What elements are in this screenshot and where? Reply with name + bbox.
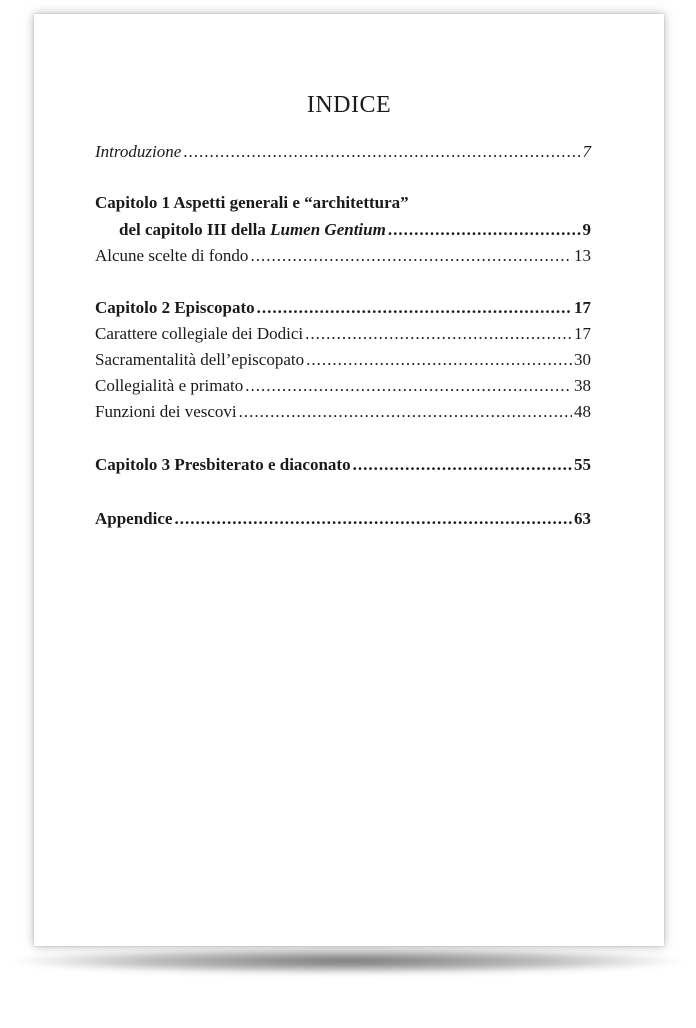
toc-entry-label: Carattere collegiale dei Dodici bbox=[95, 324, 304, 343]
toc-entry-introduzione[interactable] bbox=[95, 141, 591, 163]
toc-entry-label: Appendice bbox=[95, 509, 173, 528]
dot-leader bbox=[250, 245, 572, 267]
toc-entry-label-italic: Lumen Gentium bbox=[270, 220, 386, 239]
toc-entry-label-plain: del capitolo III della bbox=[119, 220, 271, 239]
toc-entry-page: 48 bbox=[574, 402, 591, 421]
toc-entry-label: Funzioni dei vescovi bbox=[95, 402, 237, 421]
toc-entry-collegialita-primato[interactable] bbox=[95, 375, 591, 397]
toc-entry-label: Collegialità e primato bbox=[95, 376, 244, 395]
dot-leader bbox=[183, 141, 580, 163]
toc-entry-page: 55 bbox=[574, 455, 591, 474]
dot-leader bbox=[245, 375, 572, 397]
toc-entry-alcune-scelte[interactable] bbox=[95, 245, 591, 267]
book-page bbox=[34, 14, 664, 946]
toc-entry-page: 63 bbox=[574, 509, 591, 528]
page-title: INDICE bbox=[306, 92, 392, 118]
toc-entry-page: 17 bbox=[574, 324, 591, 343]
dot-leader bbox=[239, 401, 572, 423]
toc-entry-page: 17 bbox=[574, 298, 591, 317]
toc-entry-page: 38 bbox=[574, 376, 591, 395]
toc-entry-funzioni-vescovi[interactable] bbox=[95, 401, 591, 423]
toc-entry-page: 30 bbox=[574, 350, 591, 369]
dot-leader bbox=[305, 323, 572, 345]
page-shadow bbox=[14, 948, 682, 974]
dot-leader bbox=[388, 219, 581, 241]
toc-entry-capitolo-3[interactable] bbox=[95, 454, 591, 476]
toc-entry-label bbox=[119, 219, 386, 241]
dot-leader bbox=[353, 454, 572, 476]
toc-entry-capitolo-2[interactable] bbox=[95, 297, 591, 319]
toc-entry-page: 13 bbox=[574, 246, 591, 265]
toc-entry-capitolo-1-line-1[interactable]: Capitolo 1 Aspetti generali e “architettura” bbox=[95, 193, 409, 212]
toc-entry-appendice[interactable] bbox=[95, 508, 591, 530]
toc-entry-page: 7 bbox=[582, 142, 591, 161]
toc-entry-page: 9 bbox=[582, 220, 591, 239]
dot-leader bbox=[257, 297, 572, 319]
toc-entry-label: Introduzione bbox=[95, 142, 182, 161]
toc-entry-label: Capitolo 3 Presbiterato e diaconato bbox=[95, 455, 351, 474]
toc-entry-label: Sacramentalità dell’episcopato bbox=[95, 350, 305, 369]
toc-entry-carattere-collegiale[interactable] bbox=[95, 323, 591, 345]
dot-leader bbox=[306, 349, 572, 371]
toc-entry-capitolo-1-line-2[interactable] bbox=[95, 219, 591, 241]
toc-entry-sacramentalita[interactable] bbox=[95, 349, 591, 371]
toc-entry-label: Alcune scelte di fondo bbox=[95, 246, 249, 265]
dot-leader bbox=[174, 508, 572, 530]
toc-entry-label: Capitolo 2 Episcopato bbox=[95, 298, 255, 317]
